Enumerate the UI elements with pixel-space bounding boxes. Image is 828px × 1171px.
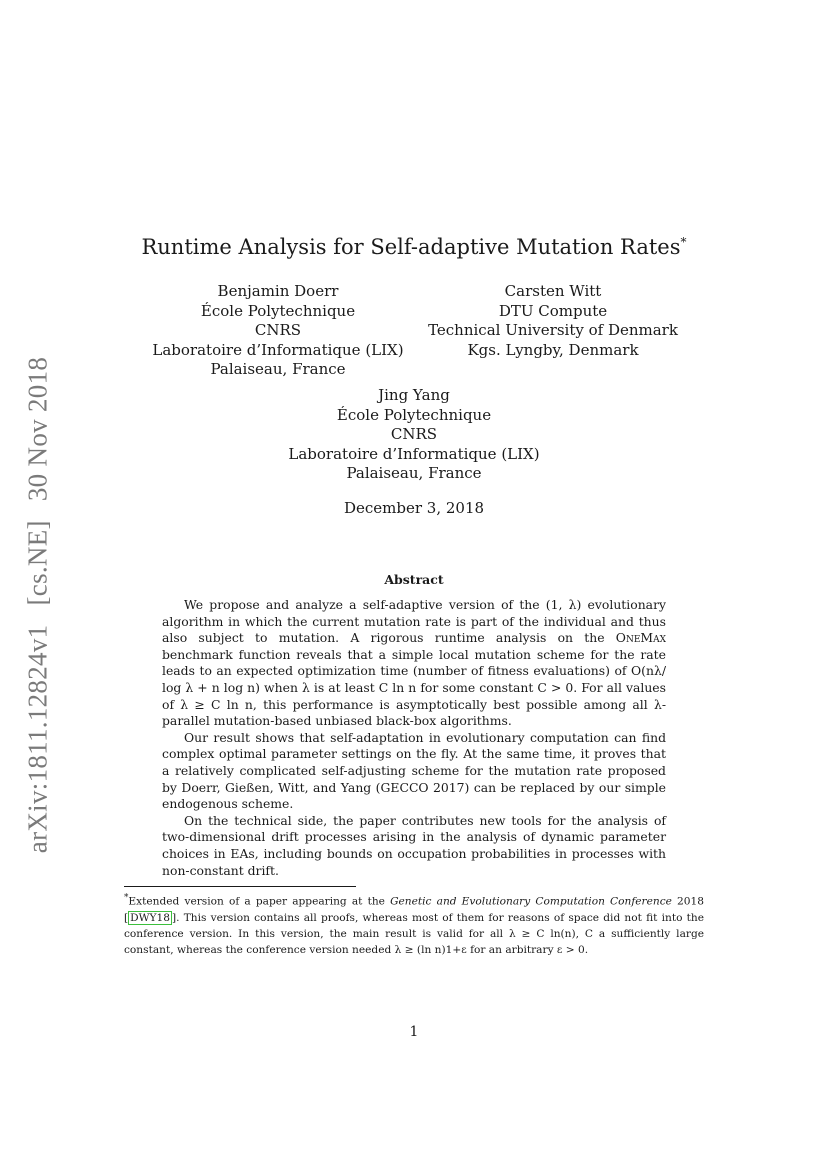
abstract-paragraph <box>162 597 666 730</box>
abstract-paragraph: Our result shows that self-adaptation in evolutionary computation can find complex optimal parameter settings on the fly. At the same time, it proves that a relatively complicated self-adjusting scheme for the mutation rate proposed by Doerr, Gießen, Witt, and Yang (GECCO 2017) can be replaced by our simple endogenous scheme. <box>162 729 666 812</box>
abstract-heading: Abstract <box>384 572 444 587</box>
paper-title <box>0 228 828 261</box>
footnote-rule <box>124 886 356 887</box>
author-affiliation: École Polytechnique <box>200 301 356 320</box>
abstract-text: We propose and analyze a self-adaptive version of the (1, λ) evolutionary algorithm in which the current mutation rate is part of the individual and thus also subject to mutation. A rigorous runtime analysis on the <box>162 597 666 646</box>
author-block-yang <box>264 386 564 484</box>
citation-link[interactable]: DWY18 <box>130 911 170 924</box>
page-number: 1 <box>409 1024 419 1040</box>
author-location: Palaiseau, France <box>210 360 346 379</box>
abstract-text: benchmark function reveals that a simple local mutation scheme for the rate leads to an expected optimization time (number of fitness evaluations) of O(nλ/ log λ + n log n) when λ is at least C ln n for some constant C > 0. For all values of λ ≥ C ln n, this performance is asymptotically best possible among all λ-parallel mutation-based unbiased black-box algorithms. <box>162 646 666 729</box>
author-affiliation: DTU Compute <box>498 301 608 320</box>
arxiv-stamp <box>23 351 54 859</box>
author-affiliation: Laboratoire d’Informatique (LIX) <box>288 444 540 463</box>
author-affiliation: Technical University of Denmark <box>428 321 678 340</box>
author-affiliation: École Polytechnique <box>336 405 492 424</box>
paper-date: December 3, 2018 <box>343 499 485 517</box>
paper-title-text: Runtime Analysis for Self-adaptive Mutation Rates <box>141 235 681 259</box>
author-name: Carsten Witt <box>504 282 602 300</box>
abstract-body <box>162 597 666 879</box>
author-location: Palaiseau, France <box>346 464 482 483</box>
author-affiliation: CNRS <box>390 425 438 444</box>
arxiv-date: 30 Nov 2018 <box>22 356 53 502</box>
author-affiliation: Laboratoire d’Informatique (LIX) <box>152 340 404 359</box>
footnote-text: . This version contains all proofs, whereas most of them for reasons of space did not fit into the conference version. In this version, the main result is valid for all λ ≥ C ln(n), C a sufficiently large constant, whereas the conference version needed λ ≥ (ln n)1+ε for an arbitrary ε > 0. <box>124 911 704 956</box>
author-location: Kgs. Lyngby, Denmark <box>467 340 639 359</box>
author-block-doerr <box>128 282 428 380</box>
title-footnote-marker[interactable]: * <box>680 235 687 249</box>
author-affiliation: CNRS <box>254 321 302 340</box>
author-name: Jing Yang <box>378 386 450 404</box>
footnote-text: 2018 <box>671 895 705 908</box>
footnote-text: Extended version of a paper appearing at the <box>128 895 391 908</box>
abstract-paragraph: On the technical side, the paper contributes new tools for the analysis of two-dimensional drift processes arising in the analysis of dynamic parameter choices in EAs, including bounds on occupation probabilities in processes with non-constant drift. <box>162 812 666 878</box>
author-name: Benjamin Doerr <box>217 282 339 300</box>
onemax-term: OneMax <box>615 630 666 646</box>
arxiv-id[interactable]: arXiv:1811.12824v1 <box>22 624 53 854</box>
footnote-marker: * <box>124 893 129 903</box>
author-block-witt <box>403 282 703 360</box>
arxiv-category: [cs.NE] <box>22 520 53 606</box>
footnote-venue: Genetic and Evolutionary Computation Conference <box>390 895 672 908</box>
footnote: *Extended version of a paper appearing at the Genetic and Evolutionary Computation Conference 2018 [ DWY18 ]. This version contains all proofs, whereas most of them for reasons of space did not fit into the conference version. In this version, the main result is valid for all λ ≥ C ln(n), C a sufficiently large constant, whereas the conference version needed λ ≥ (ln n)1+ε for an arbitrary ε > 0. <box>124 893 705 956</box>
